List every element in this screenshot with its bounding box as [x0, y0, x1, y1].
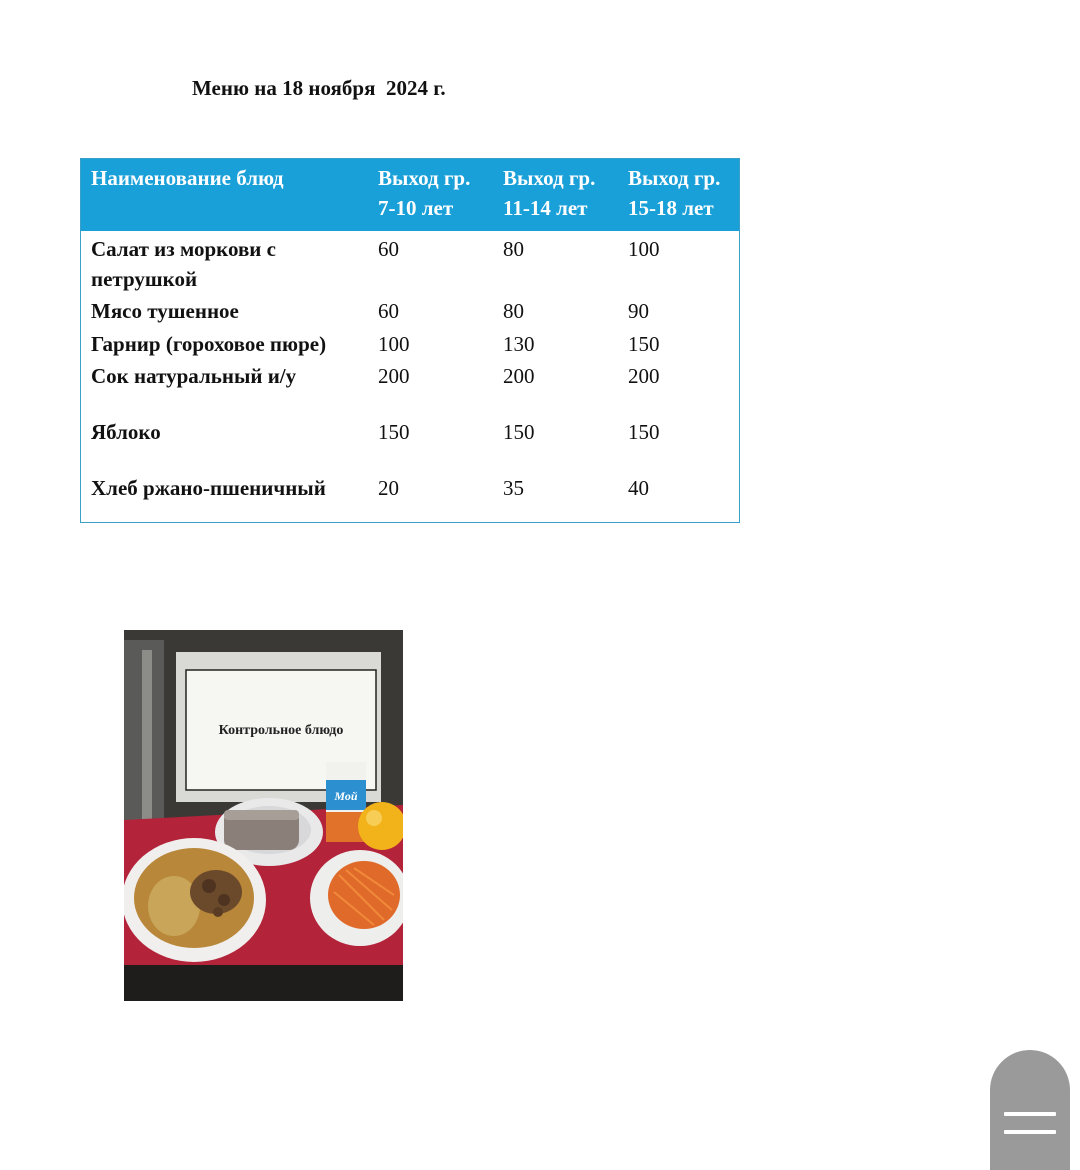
portion-11-14: 35 — [503, 476, 524, 500]
portion-7-10: 60 — [378, 299, 399, 323]
header-age-7-10 — [378, 163, 470, 223]
header-line-1: Выход гр. — [378, 166, 471, 190]
portion-7-10: 150 — [378, 420, 410, 444]
portion-15-18: 40 — [628, 476, 649, 500]
dish-name: Яблоко — [91, 420, 161, 444]
header-dish-name-line: Наименование блюд — [91, 166, 284, 190]
portion-7-10: 100 — [378, 332, 410, 356]
menu-button[interactable] — [990, 1050, 1070, 1170]
header-line-1: Выход гр. — [503, 166, 596, 190]
dish-name: Мясо тушенное — [91, 299, 239, 323]
portion-15-18: 150 — [628, 420, 660, 444]
juice-brand: Мой — [334, 789, 358, 803]
portion-7-10: 60 — [378, 237, 399, 261]
menu-icon-bar — [1004, 1130, 1056, 1134]
sign-text: Контрольное блюдо — [218, 723, 344, 738]
menu-icon-bar — [1004, 1112, 1056, 1116]
portion-11-14: 80 — [503, 237, 524, 261]
dish-name — [91, 234, 371, 294]
portion-7-10: 200 — [378, 364, 410, 388]
menu-table — [80, 158, 740, 523]
portion-15-18: 150 — [628, 332, 660, 356]
portion-15-18: 100 — [628, 237, 660, 261]
dish-name: Хлеб ржано-пшеничный — [91, 476, 326, 500]
control-dish-photo — [124, 630, 403, 1001]
portion-15-18: 90 — [628, 299, 649, 323]
portion-7-10: 20 — [378, 476, 399, 500]
header-line-2: 7-10 лет — [378, 196, 454, 220]
header-age-15-18 — [628, 163, 720, 223]
header-line-1: Выход гр. — [628, 166, 721, 190]
dish-name: Гарнир (гороховое пюре) — [91, 332, 327, 356]
portion-11-14: 130 — [503, 332, 535, 356]
header-age-11-14 — [503, 163, 595, 223]
dish-name: Сок натуральный и/у — [91, 364, 297, 388]
header-dish-name — [91, 163, 283, 193]
header-line-2: 15-18 лет — [628, 196, 714, 220]
portion-11-14: 150 — [503, 420, 535, 444]
portion-15-18: 200 — [628, 364, 660, 388]
page-title: Меню на 18 ноября 2024 г. — [192, 76, 446, 100]
portion-11-14: 80 — [503, 299, 524, 323]
table-header — [81, 159, 739, 231]
dish-name-line: петрушкой — [91, 267, 198, 291]
portion-11-14: 200 — [503, 364, 535, 388]
header-line-2: 11-14 лет — [503, 196, 588, 220]
dish-name-line: Салат из моркови с — [91, 237, 276, 261]
